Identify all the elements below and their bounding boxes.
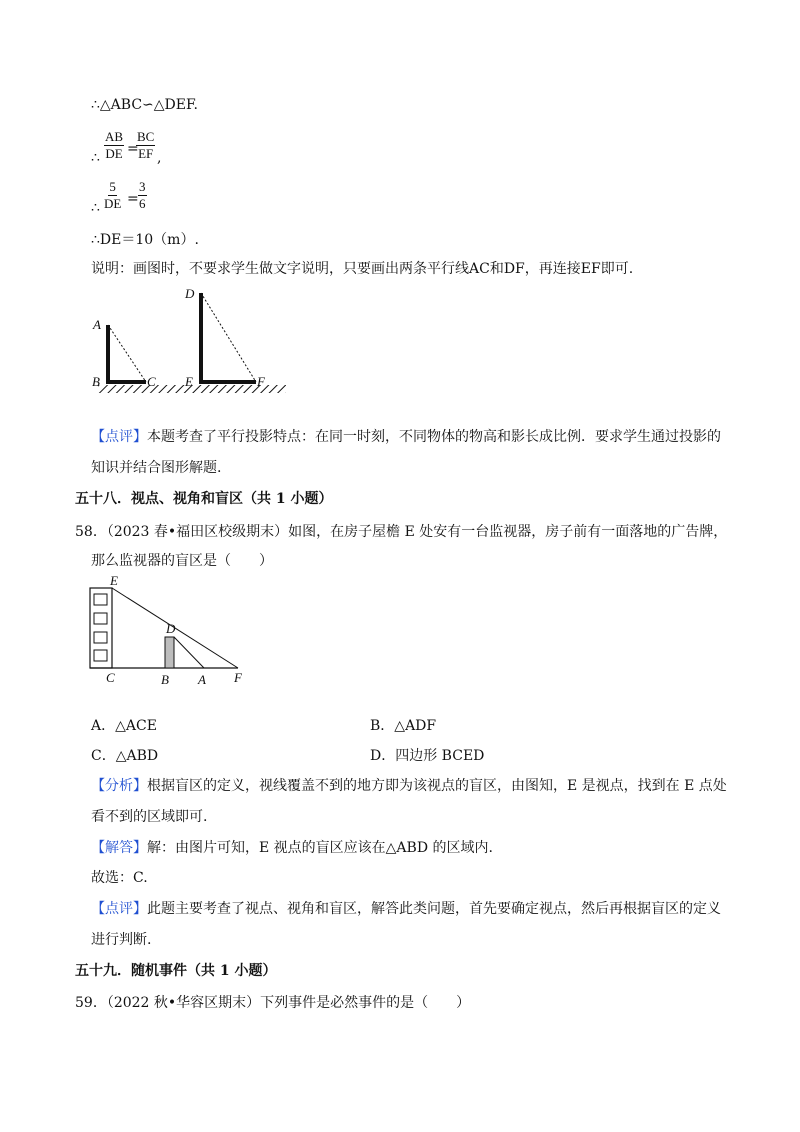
fraction-ab-de — [104, 130, 124, 161]
fraction-3-6 — [138, 180, 147, 211]
analysis-tag: 【分析】 — [91, 778, 147, 794]
analysis-line1 — [91, 776, 727, 796]
option-text: △ACE — [115, 718, 157, 734]
billboard — [165, 637, 174, 668]
numerator: BC — [137, 129, 155, 144]
comment-57-line2: 知识并结合图形解题. — [91, 460, 222, 476]
label-a: A — [93, 317, 101, 332]
comment-text: 此题主要考查了视点、视角和盲区，解答此类问题，首先要确定视点，然后再根据盲区的定义 — [147, 901, 721, 917]
answer-line — [91, 838, 493, 858]
ray-df — [201, 293, 256, 382]
comment-58-line1 — [91, 899, 721, 919]
blind-zone-figure — [88, 574, 258, 686]
option-b[interactable] — [370, 716, 436, 736]
label-e: E — [185, 374, 193, 389]
label-e: E — [110, 574, 118, 588]
denominator: 6 — [139, 196, 146, 211]
label-d: D — [166, 621, 176, 636]
answer-tag: 【解答】 — [91, 840, 147, 856]
therefore-symbol: ∴ — [91, 200, 100, 216]
option-text: △ABD — [115, 748, 159, 764]
denominator: DE — [104, 196, 122, 211]
option-c[interactable] — [91, 746, 158, 766]
comma: , — [157, 150, 162, 166]
comment-tag: 【点评】 — [91, 901, 147, 917]
therefore-symbol: ∴ — [91, 150, 100, 166]
label-f: F — [257, 374, 265, 389]
label-a: A — [198, 672, 206, 686]
comment-57-line1 — [91, 427, 721, 447]
option-key: D． — [370, 748, 396, 764]
comment-tag: 【点评】 — [91, 429, 147, 445]
denominator: DE — [105, 146, 123, 161]
label-d: D — [185, 286, 195, 301]
option-text: 四边形 BCED — [395, 748, 485, 764]
house-wall — [90, 588, 112, 668]
option-a[interactable] — [91, 716, 157, 736]
option-key: A． — [91, 718, 116, 734]
solution-line-similar: ∴△ABC∽△DEF. — [91, 97, 198, 113]
denominator: EF — [138, 146, 154, 161]
section-59-title: 五十九．随机事件（共 1 小题） — [75, 963, 277, 979]
label-c: C — [106, 670, 115, 685]
analysis-text: 根据盲区的定义，视线覆盖不到的地方即为该视点的盲区，由图知，E 是视点，找到在 E 点处 — [147, 778, 727, 794]
solution-note: 说明：画图时，不要求学生做文字说明，只要画出两条平行线AC和DF，再连接EF即可. — [91, 261, 634, 277]
comment-text: 本题考查了平行投影特点：在同一时刻，不同物体的物高和影长成比例．要求学生通过投影的 — [147, 429, 721, 445]
numerator: 3 — [139, 179, 146, 194]
section-58-title: 五十八．视点、视角和盲区（共 1 小题） — [75, 491, 333, 507]
question-58-line1: 58．（2023 春•福田区校级期末）如图，在房子屋檐 E 处安有一台监视器，房子前有一面落地的广告牌， — [75, 524, 728, 540]
label-b: B — [161, 672, 169, 686]
label-c: C — [147, 374, 156, 389]
label-f: F — [234, 670, 242, 685]
comment-58-line2: 进行判断. — [91, 932, 152, 948]
option-d[interactable] — [370, 746, 484, 766]
solution-result: ∴DE＝10（m）. — [91, 232, 199, 248]
equals-sign: = — [127, 191, 139, 207]
line-da — [174, 637, 204, 668]
numerator: AB — [105, 129, 124, 144]
analysis-line2: 看不到的区域即可. — [91, 809, 208, 825]
fraction-5-de — [104, 180, 121, 211]
question-58-line2: 那么监视器的盲区是（ ） — [91, 553, 273, 569]
numerator: 5 — [109, 179, 116, 194]
label-b: B — [92, 374, 100, 389]
option-key: C． — [91, 748, 116, 764]
equals-sign: = — [127, 141, 139, 157]
question-59-line1: 59．（2022 秋•华容区期末）下列事件是必然事件的是（ ） — [75, 995, 471, 1011]
answer-text: 解：由图片可知，E 视点的盲区应该在△ABD 的区域内. — [147, 840, 493, 856]
answer-choice: 故选：C. — [91, 870, 148, 886]
option-text: △ADF — [394, 718, 437, 734]
parallel-projection-figure — [88, 285, 288, 397]
ray-ac — [108, 325, 146, 382]
fraction-bc-ef — [136, 130, 155, 161]
option-key: B． — [370, 718, 395, 734]
